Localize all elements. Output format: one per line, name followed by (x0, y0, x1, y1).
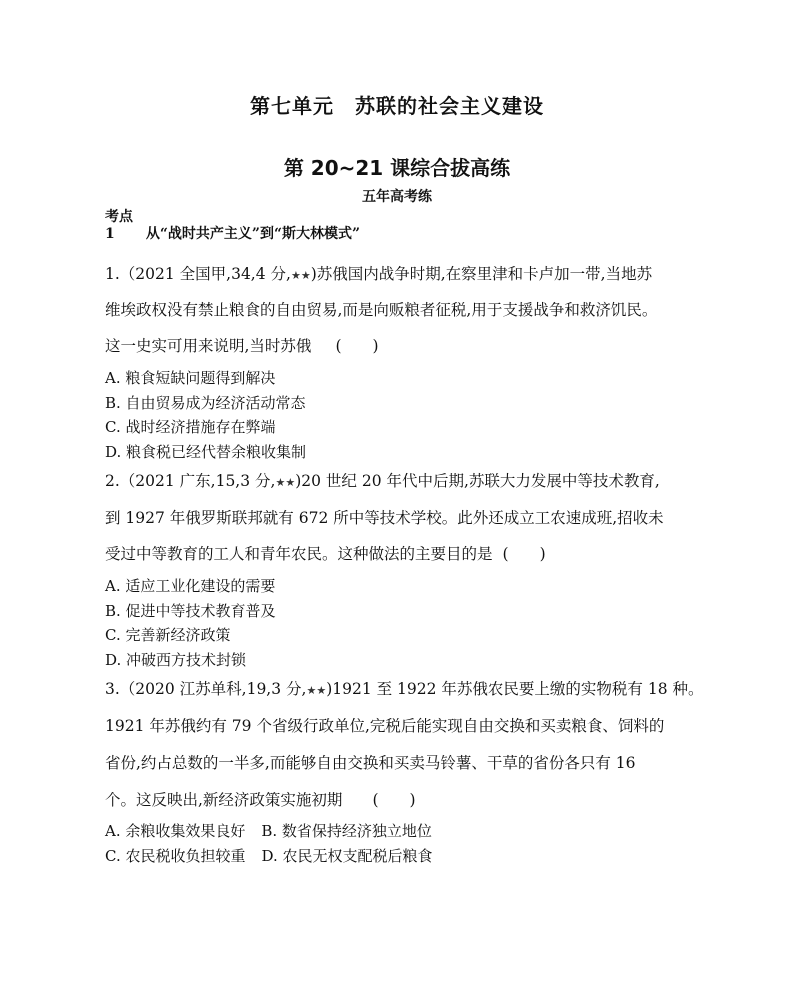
q3-option-b: B. 数省保持经济独立地位 (261, 822, 432, 840)
q2-stem-3: 受过中等教育的工人和青年农民。这种做法的主要目的是 (105, 545, 493, 563)
q2-option-b: B. 促进中等技术教育普及 (105, 602, 276, 620)
lesson-title: 第 20~21 课综合拔高练 (283, 156, 511, 180)
q2-line-3 (105, 542, 546, 564)
q1-line-2: 维埃政权没有禁止粮食的自由贸易,而是向贩粮者征税,用于支援战争和救济饥民。 (105, 301, 658, 319)
q2-difficulty-stars: ★★ (275, 476, 296, 489)
q3-option-a: A. 余粮收集效果良好 (105, 822, 246, 840)
q1-difficulty-stars: ★★ (290, 269, 311, 282)
q2-option-c: C. 完善新经济政策 (105, 626, 231, 644)
q3-answer-paren: ( ) (372, 791, 416, 809)
q2-stem-1: )20 世纪 20 年代中后期,苏联大力发展中等技术教育, (295, 472, 660, 490)
q1-source: 1.（2021 全国甲,34,4 分, (105, 265, 291, 283)
q3-difficulty-stars: ★★ (306, 684, 327, 697)
q2-source: 2.（2021 广东,15,3 分, (105, 472, 276, 490)
q2-option-d: D. 冲破西方技术封锁 (105, 651, 247, 669)
q3-options-row-2 (105, 845, 433, 866)
sub-title: 五年高考练 (362, 189, 432, 205)
q3-line-2: 1921 年苏俄约有 79 个省级行政单位,完税后能实现自由交换和买卖粮食、饲料的 (105, 717, 665, 735)
unit-title: 第七单元 苏联的社会主义建设 (250, 94, 544, 118)
q1-answer-paren: ( ) (335, 337, 379, 355)
q1-line-3 (105, 334, 379, 356)
q1-option-d: D. 粮食税已经代替余粮收集制 (105, 443, 307, 461)
q1-stem-3: 这一史实可用来说明,当时苏俄 (105, 337, 312, 355)
q1-line-1 (105, 262, 652, 284)
q3-line-1 (105, 677, 704, 699)
kaodian-heading (105, 206, 360, 243)
q1-option-c: C. 战时经济措施存在弊端 (105, 418, 276, 436)
kaodian-text: 从“战时共产主义”到“斯大林模式” (145, 226, 361, 242)
q3-option-d: D. 农民无权支配税后粮食 (261, 847, 433, 865)
q2-line-2: 到 1927 年俄罗斯联邦就有 672 所中等技术学校。此外还成立工农速成班,招收未 (105, 509, 664, 527)
q3-source: 3.（2020 江苏单科,19,3 分, (105, 680, 307, 698)
q3-stem-4: 个。这反映出,新经济政策实施初期 (105, 791, 343, 809)
q2-line-1 (105, 469, 660, 491)
q3-line-3: 省份,约占总数的一半多,而能够自由交换和买卖马铃薯、干草的省份各只有 16 (105, 754, 636, 772)
q2-answer-paren: ( ) (502, 545, 546, 563)
q2-option-a: A. 适应工业化建设的需要 (105, 577, 276, 595)
q3-line-4 (105, 788, 416, 810)
q3-options-row-1 (105, 820, 432, 841)
q1-option-b: B. 自由贸易成为经济活动常态 (105, 394, 306, 412)
q3-stem-1: )1921 至 1922 年苏俄农民要上缴的实物税有 18 种。 (326, 680, 704, 698)
kaodian-label: 考点 1 (105, 209, 133, 242)
q1-option-a: A. 粮食短缺问题得到解决 (105, 369, 276, 387)
q1-stem-1: )苏俄国内战争时期,在察里津和卡卢加一带,当地苏 (310, 265, 653, 283)
q3-option-c: C. 农民税收负担较重 (105, 847, 246, 865)
